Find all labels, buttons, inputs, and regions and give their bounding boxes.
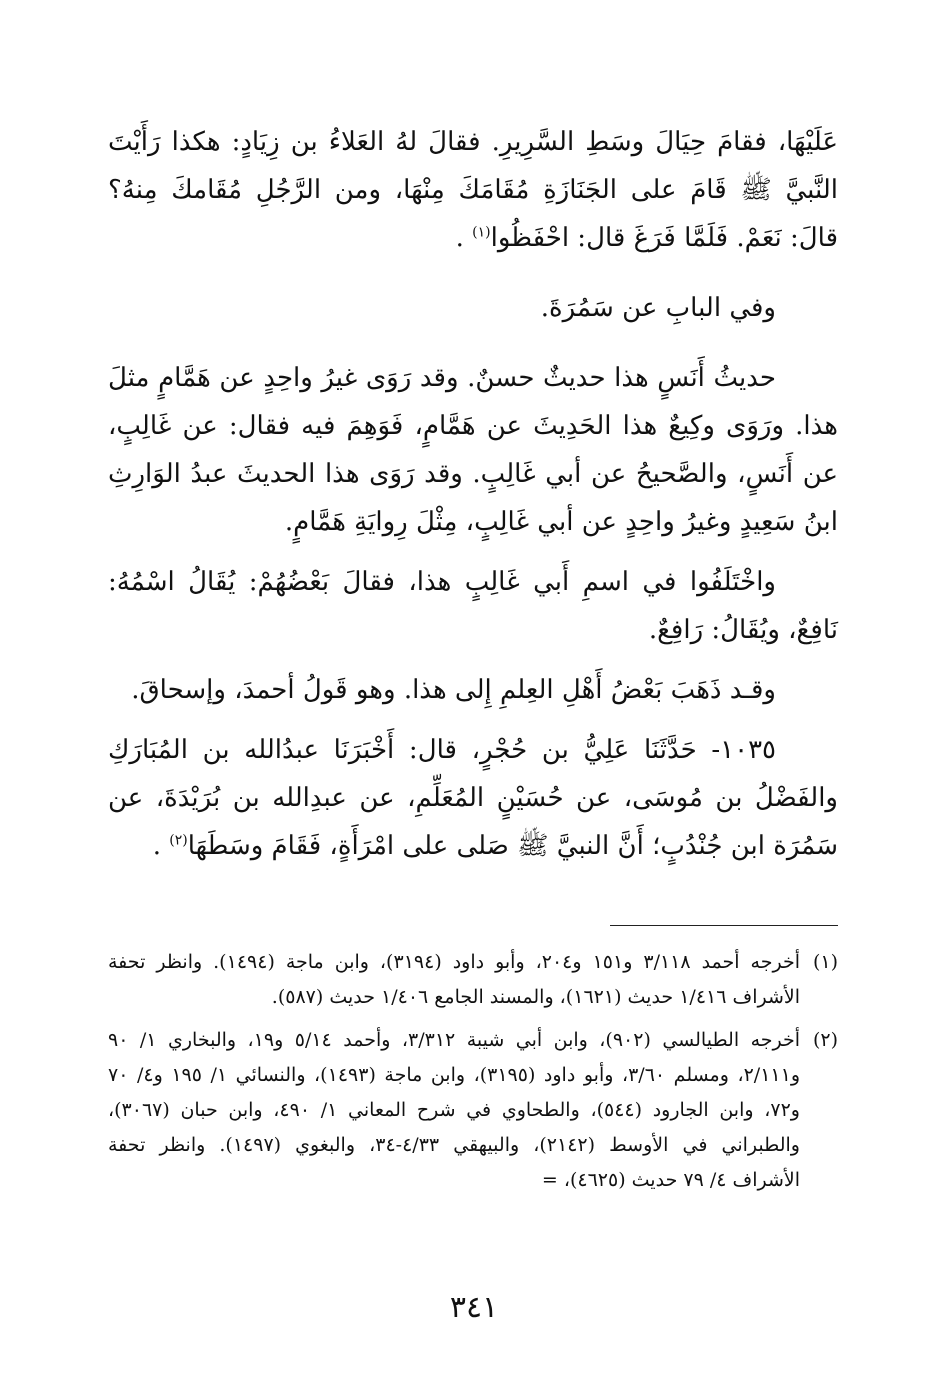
paragraph-1-tail: . (455, 223, 473, 253)
paragraph-3: حديثُ أَنَسٍ هذا حديثٌ حسنٌ. وقد رَوَى غيرُ واحِدٍ عن هَمَّامٍ مثلَ هذا. ورَوَى وكِيعٌ هذا الحَدِيثَ عن هَمَّامٍ، فَوَهِمَ فيه فقال: عن غَالِبٍ، عن أَنَسٍ، والصَّحيحُ عن أبي غَالِبٍ. وقد رَوَى هذا الحديثَ عبدُ الوَارِثِ ابنُ سَعِيدٍ وغيرُ واحِدٍ عن أبي غَالِبٍ، مِثْلَ رِوايَةِ هَمَّامٍ. (108, 363, 838, 537)
footnote-1-number: (١) (812, 951, 838, 973)
hadith-1035-paragraph (108, 726, 838, 870)
page-number: ٣٤١ (449, 1290, 499, 1325)
main-text (108, 118, 838, 870)
footnote-2 (108, 1023, 838, 1198)
footnote-ref-1: (١) (472, 224, 491, 241)
paragraph-4: واخْتَلَفُوا في اسمِ أَبي غَالِبٍ هذا، فقالَ بَعْضُهُمْ: يُقَالُ اسْمُهُ: نَافِعٌ، ويُقَالُ: رَافِعٌ. (108, 567, 838, 645)
paragraph-5: وقـد ذَهَبَ بَعْضُ أَهْلِ العِلمِ إِلى هذا. وهو قَولُ أحمدَ، وإسحاقَ. (131, 675, 776, 705)
footnotes (108, 945, 838, 1206)
hadith-1035-text: ١٠٣٥- حَدَّثَنَا عَلِيُّ بن حُجْرٍ، قال: أَخْبَرَنَا عبدُالله بن المُبَارَكِ والفَضْلُ بن مُوسَى، عن حُسَيْنٍ المُعَلِّمِ، عن عبدِالله بن بُرَيْدَةَ، عن سَمُرَة ابن جُنْدُبٍ؛ أَنَّ النبيَّ ﷺ صَلى على امْرَأَةٍ، فَقَامَ وسَطَهَا (108, 735, 838, 861)
footnote-ref-2: (٢) (169, 832, 188, 849)
paragraph-1-text: عَلَيْهَا، فقامَ حِيَالَ وسَطِ السَّرِيرِ. فقالَ لهُ العَلاءُ بن زِيَادٍ: هكذا رَأَيْتَ النَّبيَّ ﷺ قَامَ على الجَنَازَةِ مُقَامَكَ مِنْهَا، ومن الرَّجُلِ مُقَامكَ مِنهُ؟ قالَ: نَعَمْ. فَلَمَّا فَرَغَ قال: احْفَظُوا (108, 127, 838, 253)
paragraph-2: وفي البابِ عن سَمُرَةَ. (540, 293, 776, 323)
hadith-1035-tail: . (152, 831, 170, 861)
footnote-separator (610, 925, 838, 926)
footnote-1-text: أخرجه أحمد ٣/١١٨ و١٥١ و٢٠٤، وأبو داود (٣١٩٤)، وابن ماجة (١٤٩٤). وانظر تحفة الأشراف ١/٤١٦ حديث (١٦٢١)، والمسند الجامع ١/٤٠٦ حديث (٥٨٧). (108, 951, 800, 1008)
footnote-2-number: (٢) (812, 1029, 838, 1051)
footnote-2-text: أخرجه الطيالسي (٩٠٢)، وابن أبي شيبة ٣/٣١٢، وأحمد ٥/١٤ و١٩، والبخاري ١/ ٩٠ و٢/١١١، ومسلم ٣/٦٠، وأبو داود (٣١٩٥)، وابن ماجة (١٤٩٣)، والنسائي ١/ ١٩٥ و٤/ ٧٠ و٧٢، وابن الجارود (٥٤٤)، والطحاوي في شرح المعاني ١/ ٤٩٠، وابن حبان (٣٠٦٧)، والطبراني في الأوسط (٢١٤٢)، والبيهقي ٤/٣٣-٣٤، والبغوي (١٤٩٧). وانظر تحفة الأشراف ٤/ ٧٩ حديث (٤٦٢٥)، = (108, 1029, 801, 1191)
paragraph-1 (108, 118, 838, 262)
footnote-1 (108, 945, 838, 1015)
